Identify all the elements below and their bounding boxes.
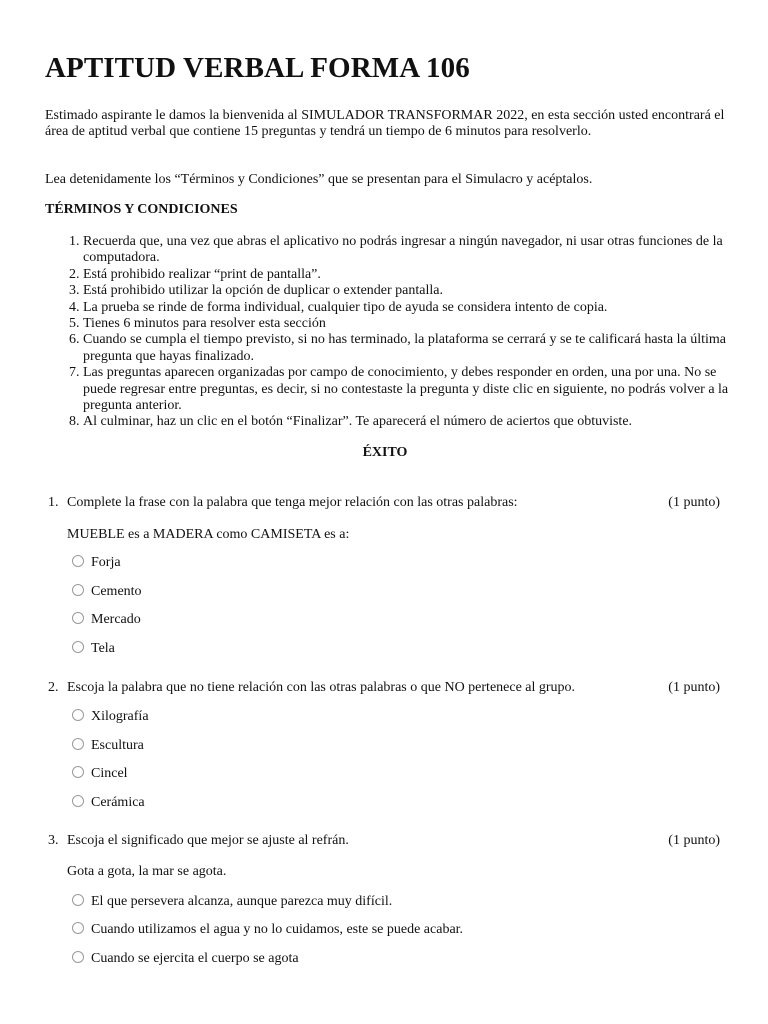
terms-item: 6. Cuando se cumpla el tiempo previsto, si no has terminado, la plataforma se cerrará y se te calificará hasta la última pregunta que hayas finalizado. bbox=[83, 332, 743, 365]
option-label: Cemento bbox=[91, 584, 142, 599]
option-label: Mercado bbox=[91, 612, 141, 627]
radio-button[interactable] bbox=[72, 612, 84, 624]
radio-button[interactable] bbox=[72, 951, 84, 963]
option-label: Xilografía bbox=[91, 709, 149, 724]
page-title: APTITUD VERBAL FORMA 106 bbox=[45, 52, 470, 84]
intro-paragraph: Estimado aspirante le damos la bienvenida al SIMULADOR TRANSFORMAR 2022, en esta sección usted encontrará el área de aptitud verbal que contiene 15 preguntas y tendrá un tiempo de 6 minutos para resolverlo. bbox=[45, 108, 725, 139]
terms-item: 1. Recuerda que, una vez que abras el aplicativo no podrás ingresar a ningún navegador, ni usar otras funciones de la computadora. bbox=[83, 234, 743, 267]
answer-option[interactable] bbox=[72, 583, 142, 601]
radio-button[interactable] bbox=[72, 894, 84, 906]
terms-item: 2. Está prohibido realizar “print de pantalla”. bbox=[83, 267, 743, 283]
question-header bbox=[45, 494, 725, 512]
question-1 bbox=[45, 494, 725, 656]
radio-button[interactable] bbox=[72, 709, 84, 721]
answer-option[interactable] bbox=[72, 921, 463, 939]
question-number: 3. bbox=[48, 833, 59, 848]
question-3 bbox=[45, 832, 725, 966]
answer-option[interactable] bbox=[72, 893, 392, 911]
option-label: Cincel bbox=[91, 766, 128, 781]
question-header bbox=[45, 679, 725, 697]
terms-item: 3. Está prohibido utilizar la opción de duplicar o extender pantalla. bbox=[83, 283, 743, 299]
radio-button[interactable] bbox=[72, 795, 84, 807]
terms-heading: TÉRMINOS Y CONDICIONES bbox=[45, 202, 238, 217]
terms-item: 5. Tienes 6 minutos para resolver esta sección bbox=[83, 316, 743, 332]
answer-option[interactable] bbox=[72, 611, 141, 629]
question-text: Escoja la palabra que no tiene relación con las otras palabras o que NO pertenece al grupo. bbox=[67, 680, 576, 695]
terms-list bbox=[45, 234, 743, 431]
option-label: Cuando se ejercita el cuerpo se agota bbox=[91, 951, 299, 966]
answer-option[interactable] bbox=[72, 640, 115, 658]
radio-button[interactable] bbox=[72, 641, 84, 653]
option-label: El que persevera alcanza, aunque parezca muy difícil. bbox=[91, 894, 393, 909]
radio-button[interactable] bbox=[72, 922, 84, 934]
terms-item: 8. Al culminar, haz un clic en el botón “Finalizar”. Te aparecerá el número de aciertos que obtuviste. bbox=[83, 414, 743, 430]
answer-option[interactable] bbox=[72, 737, 144, 755]
answer-option[interactable] bbox=[72, 765, 128, 783]
answer-option[interactable] bbox=[72, 950, 299, 968]
option-label: Cerámica bbox=[91, 795, 145, 810]
question-2 bbox=[45, 679, 725, 810]
question-header bbox=[45, 832, 725, 850]
answer-option[interactable] bbox=[72, 794, 145, 812]
question-text: Complete la frase con la palabra que tenga mejor relación con las otras palabras: bbox=[67, 495, 518, 510]
radio-button[interactable] bbox=[72, 766, 84, 778]
question-points: (1 punto) bbox=[668, 833, 720, 848]
terms-item: 7. Las preguntas aparecen organizadas por campo de conocimiento, y debes responder en orden, una por una. No se puede regresar entre preguntas, es decir, si no contestaste la pregunta y diste clic en siguiente, no podrás volver a la pregunta anterior. bbox=[83, 365, 743, 414]
question-prompt: MUEBLE es a MADERA como CAMISETA es a: bbox=[67, 527, 350, 542]
question-number: 2. bbox=[48, 680, 59, 695]
question-text: Escoja el significado que mejor se ajuste al refrán. bbox=[67, 833, 349, 848]
option-label: Tela bbox=[91, 641, 115, 656]
question-prompt: Gota a gota, la mar se agota. bbox=[67, 864, 227, 879]
radio-button[interactable] bbox=[72, 738, 84, 750]
radio-button[interactable] bbox=[72, 584, 84, 596]
closing-heading: ÉXITO bbox=[362, 445, 408, 460]
question-points: (1 punto) bbox=[668, 495, 720, 510]
option-label: Escultura bbox=[91, 738, 144, 753]
question-points: (1 punto) bbox=[668, 680, 720, 695]
option-label: Cuando utilizamos el agua y no lo cuidamos, este se puede acabar. bbox=[91, 922, 464, 937]
question-number: 1. bbox=[48, 495, 59, 510]
read-terms-paragraph: Lea detenidamente los “Términos y Condiciones” que se presentan para el Simulacro y acéptalos. bbox=[45, 172, 593, 187]
option-label: Forja bbox=[91, 555, 121, 570]
answer-option[interactable] bbox=[72, 554, 121, 572]
radio-button[interactable] bbox=[72, 555, 84, 567]
terms-item: 4. La prueba se rinde de forma individual, cualquier tipo de ayuda se considera intento de copia. bbox=[83, 300, 743, 316]
answer-option[interactable] bbox=[72, 708, 149, 726]
